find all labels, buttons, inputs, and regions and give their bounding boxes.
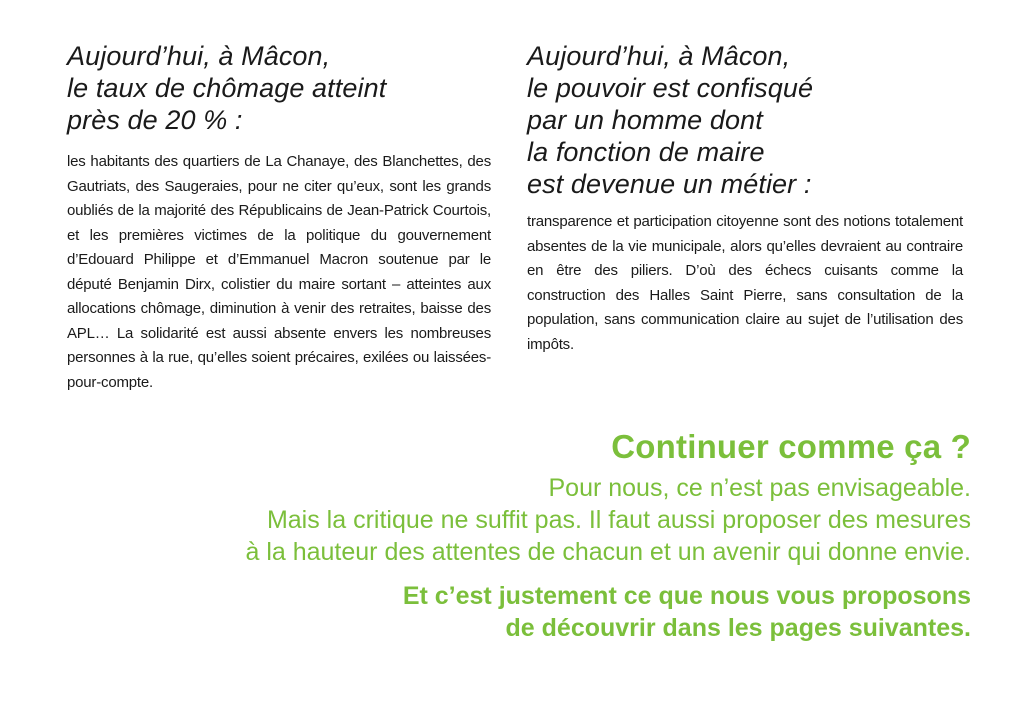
right-heading-line: Aujourd’hui, à Mâcon,	[527, 41, 791, 71]
cta-closing-line: Et c’est justement ce que nous vous proposons	[402, 582, 971, 610]
cta-body-line: à la hauteur des attentes de chacun et un avenir qui donne envie.	[245, 538, 971, 566]
cta-closing-line: de découvrir dans les pages suivantes.	[505, 614, 971, 642]
right-heading-line: est devenue un métier :	[527, 169, 812, 199]
cta-body	[91, 472, 971, 568]
cta-closing	[91, 580, 971, 644]
cta-body-line: Mais la critique ne suffit pas. Il faut aussi proposer des mesures	[266, 506, 971, 534]
right-heading	[527, 40, 963, 200]
right-heading-line: par un homme dont	[527, 105, 763, 135]
cta-title: Continuer comme ça ?	[611, 428, 971, 465]
left-heading-line: près de 20 % :	[67, 105, 243, 135]
right-heading-line: la fonction de maire	[527, 137, 765, 167]
call-to-action	[91, 428, 971, 644]
right-body-paragraph: transparence et participation citoyenne sont des notions totalement absentes de la vie municipale, alors qu’elles devraient au contraire en être des piliers. D’où des échecs cuisants comme la construction des Halles Saint Pierre, sans consultation de la population, sans communication claire au sujet de l’utilisation des impôts.	[527, 213, 963, 353]
right-column	[527, 40, 963, 357]
right-heading-line: le pouvoir est confisqué	[527, 73, 814, 103]
cta-body-line: Pour nous, ce n’est pas envisageable.	[548, 474, 971, 502]
left-body-paragraph: les habitants des quartiers de La Chanaye, des Blanchettes, des Gautriats, des Saugeraies, pour ne citer qu’eux, sont les grands oubliés de la majorité des Républicains de Jean-Patrick Courtois, et les premières victimes de la politique du gouvernement d’Edouard Philippe et d’Emmanuel Macron soutenue par le député Benjamin Dirx, colistier du maire sortant – atteintes aux allocations chômage, diminution à venir des retraites, baisse des APL… La solidarité est aussi absente envers les nombreuses personnes à la rue, qu’elles soient précaires, exilées ou laissées-pour-compte.	[67, 153, 491, 391]
left-heading-line: Aujourd’hui, à Mâcon,	[67, 41, 331, 71]
left-heading	[67, 40, 491, 136]
left-heading-line: le taux de chômage atteint	[67, 73, 387, 103]
left-column	[67, 40, 491, 395]
